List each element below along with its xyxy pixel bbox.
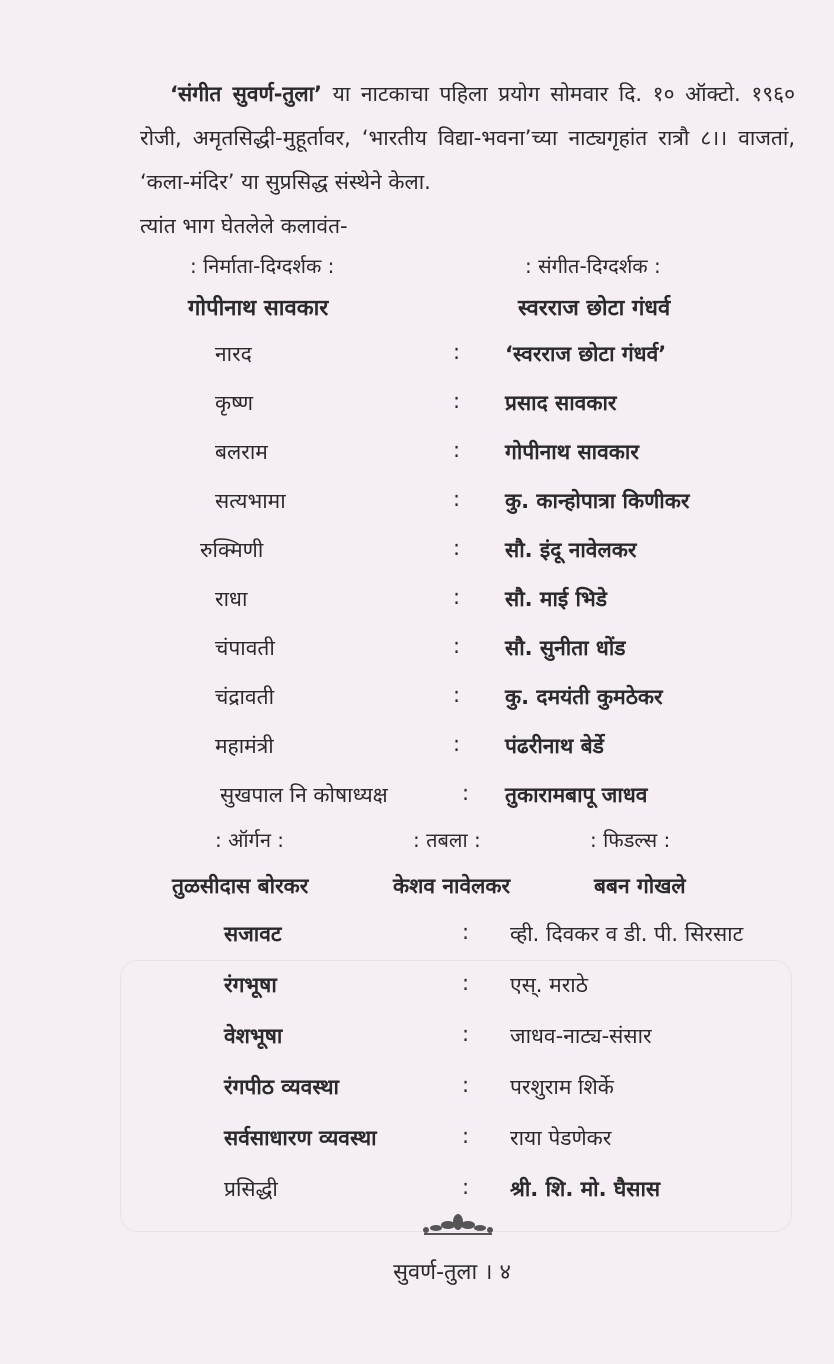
- cast-separator: :: [453, 536, 461, 560]
- crew-value: परशुराम शिर्के: [510, 1075, 614, 1099]
- crew-role: वेशभूषा: [224, 1024, 283, 1048]
- cast-role: सुखपाल नि कोषाध्यक्ष: [220, 783, 388, 807]
- producer-name: गोपीनाथ सावकार: [188, 296, 329, 321]
- intro-paragraph: [140, 72, 795, 248]
- tabla-label: : तबला :: [413, 828, 481, 852]
- crew-role: रंगभूषा: [224, 973, 277, 997]
- crew-row: [0, 1022, 834, 1072]
- play-title: ‘संगीत सुवर्ण-तुला’: [170, 82, 323, 106]
- crew-separator: :: [462, 1022, 470, 1046]
- crew-separator: :: [462, 971, 470, 995]
- cast-actor: सौ. इंदू नावेलकर: [505, 538, 637, 562]
- cast-role: बलराम: [215, 440, 268, 464]
- organ-player: तुळसीदास बोरकर: [172, 874, 309, 898]
- cast-actor: कु. कान्होपात्रा किणीकर: [505, 489, 690, 513]
- cast-row: [0, 389, 834, 437]
- crew-value: एस्. मराठे: [510, 973, 588, 997]
- cast-separator: :: [462, 781, 470, 805]
- cast-separator: :: [453, 340, 461, 364]
- crew-separator: :: [462, 1124, 470, 1148]
- cast-row: [0, 487, 834, 535]
- crew-row: [0, 920, 834, 970]
- floral-ornament-icon: [418, 1210, 498, 1240]
- crew-separator: :: [462, 1073, 470, 1097]
- crew-separator: :: [462, 1175, 470, 1199]
- cast-actor: गोपीनाथ सावकार: [505, 440, 639, 464]
- cast-role: नारद: [215, 342, 252, 366]
- cast-role: महामंत्री: [215, 734, 274, 758]
- fiddle-player: बबन गोखले: [594, 874, 686, 898]
- cast-role: कृष्ण: [215, 391, 254, 415]
- producer-label: : निर्माता-दिग्दर्शक :: [190, 254, 335, 278]
- crew-value: व्ही. दिवकर व डी. पी. सिरसाट: [510, 922, 744, 946]
- cast-separator: :: [453, 683, 461, 707]
- cast-row: [0, 438, 834, 486]
- crew-role: सजावट: [224, 922, 282, 946]
- cast-separator: :: [453, 732, 461, 756]
- cast-actor: कु. दमयंती कुमठेकर: [505, 685, 663, 709]
- cast-row: [0, 732, 834, 780]
- cast-separator: :: [453, 389, 461, 413]
- cast-role: राधा: [215, 587, 248, 611]
- tabla-player: केशव नावेलकर: [393, 874, 511, 898]
- cast-row: [0, 634, 834, 682]
- cast-row: [0, 536, 834, 584]
- crew-role: प्रसिद्धी: [224, 1177, 278, 1201]
- cast-row: [0, 683, 834, 731]
- crew-row: [0, 971, 834, 1021]
- crew-value: राया पेडणेकर: [510, 1126, 612, 1150]
- cast-actor: सौ. माई भिडे: [505, 587, 607, 611]
- crew-value: श्री. शि. मो. घैसास: [510, 1177, 661, 1201]
- crew-row: [0, 1175, 834, 1225]
- fiddle-label: : फिडल्स :: [590, 828, 671, 852]
- cast-role: चंद्रावती: [215, 685, 275, 709]
- crew-row: [0, 1124, 834, 1174]
- crew-value: जाधव-नाट्य-संसार: [510, 1024, 652, 1048]
- page-footer: सुवर्ण-तुला । ४: [393, 1260, 511, 1285]
- cast-separator: :: [453, 585, 461, 609]
- cast-role: रुक्मिणी: [200, 538, 264, 562]
- intro-text-2: त्यांत भाग घेतलेले कलावंत-: [140, 214, 348, 238]
- cast-actor: पंढरीनाथ बेर्डे: [505, 734, 604, 758]
- cast-role: चंपावती: [215, 636, 275, 660]
- cast-actor: ‘स्वरराज छोटा गंधर्व’: [505, 342, 667, 366]
- crew-row: [0, 1073, 834, 1123]
- cast-actor: प्रसाद सावकार: [505, 391, 617, 415]
- cast-actor: तुकारामबापू जाधव: [505, 783, 648, 807]
- cast-role: सत्यभामा: [215, 489, 286, 513]
- intro-text: या नाटकाचा पहिला प्रयोग सोमवार दि. १० ऑक्टो. १९६० रोजी, अमृतसिद्धी-मुहूर्तावर, ‘भारतीय विद्या-भवना’च्या नाट्यगृहांत रात्रौ ८।। वाजतां, ‘कला-मंदिर’ या सुप्रसिद्ध संस्थेने केला.: [140, 82, 795, 194]
- cast-row: [0, 340, 834, 388]
- cast-separator: :: [453, 487, 461, 511]
- music-director-label: : संगीत-दिग्दर्शक :: [525, 254, 661, 278]
- cast-actor: सौ. सुनीता धोंड: [505, 636, 626, 660]
- cast-separator: :: [453, 634, 461, 658]
- crew-role: रंगपीठ व्यवस्था: [224, 1075, 339, 1099]
- cast-row: [0, 781, 834, 829]
- cast-separator: :: [453, 438, 461, 462]
- cast-row: [0, 585, 834, 633]
- organ-label: : ऑर्गन :: [215, 828, 285, 852]
- crew-role: सर्वसाधारण व्यवस्था: [224, 1126, 377, 1150]
- crew-separator: :: [462, 920, 470, 944]
- music-director-name: स्वरराज छोटा गंधर्व: [518, 296, 671, 321]
